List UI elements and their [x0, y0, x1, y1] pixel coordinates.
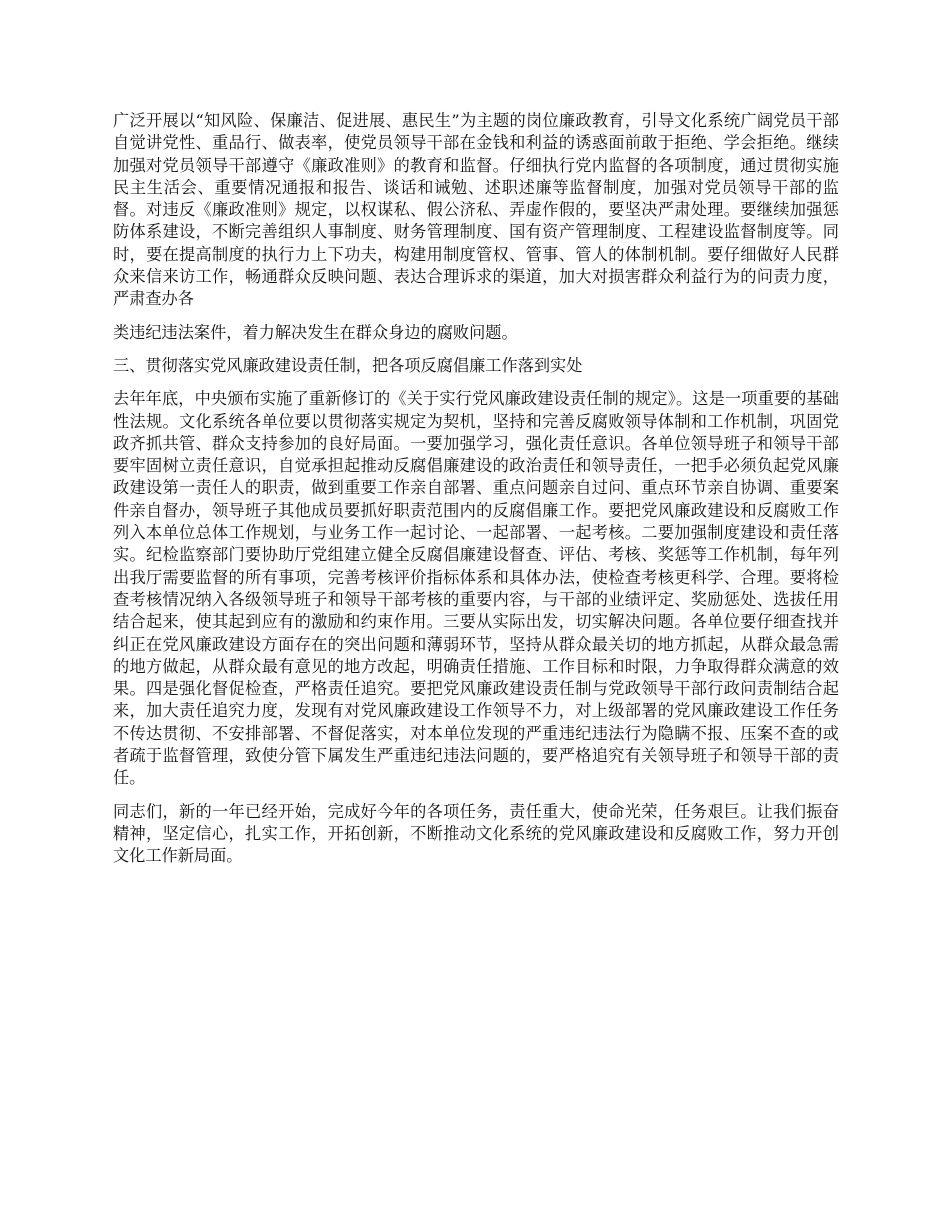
- section-heading: 三、贯彻落实党风廉政建设责任制，把各项反腐倡廉工作落到实处: [113, 355, 583, 375]
- paragraph-education: 广泛开展以“知风险、保廉洁、促进展、惠民生”为主题的岗位廉政教育，引导文化系统广阔党员干部自觉讲党性、重品行、做表率，使党员领导干部在金钱和利益的诱惑面前敢于拒绝、学会拒绝。继续加强对党员领导干部遵守《廉政准则》的教育和监督。仔细执行党内监督的各项制度，通过贯彻实施民主生活会、重要情况通报和报告、谈话和诫勉、述职述廉等监督制度，加强对党员领导干部的监督。对违反《廉政准则》规定，以权谋私、假公济私、弄虚作假的，要坚决严肃处理。要继续加强惩防体系建设，不断完善组织人事制度、财务管理制度、国有资产管理制度、工程建设监督制度等。同时，要在提高制度的执行力上下功夫，构建用制度管权、管事、管人的体制机制。要仔细做好人民群众来信来访工作，畅通群众反映问题、表达合理诉求的渠道，加大对损害群众利益行为的问责力度，严肃查办各: [113, 111, 839, 309]
- paragraph-responsibility: 去年年底，中央颁布实施了重新修订的《关于实行党风廉政建设责任制的规定》。这是一项重要的基础性法规。文化系统各单位要以贯彻落实规定为契机，坚持和完善反腐败领导体制和工作机制，巩固党政齐抓共管、群众支持参加的良好局面。一要加强学习，强化责任意识。各单位领导班子和领导干部要牢固树立责任意识，自觉承担起推动反腐倡廉建设的政治责任和领导责任，一把手必须负起党风廉政建设第一责任人的职责，做到重要工作亲自部署、重点问题亲自过问、重点环节亲自协调、重要案件亲自督办，领导班子其他成员要抓好职责范围内的反腐倡廉工作。要把党风廉政建设和反腐败工作列入本单位总体工作规划，与业务工作一起讨论、一起部署、一起考核。二要加强制度建设和责任落实。纪检监察部门要协助厅党组建立健全反腐倡廉建设督查、评估、考核、奖惩等工作机制，每年列出我厅需要监督的所有事项，完善考核评价指标体系和具体办法，使检查考核更科学、合理。要将检查考核情况纳入各级领导班子和领导干部考核的重要内容，与干部的业绩评定、奖励惩处、选拔任用结合起来，使其起到应有的激励和约束作用。三要从实际出发，切实解决问题。各单位要仔细查找并纠正在党风廉政建设方面存在的突出问题和薄弱环节，坚持从群众最关切的地方抓起，从群众最急需的地方做起，从群众最有意见的地方改起，明确责任措施、工作目标和时限，力争取得群众满意的效果。四是强化督促检查，严格责任追究。要把党风廉政建设责任制与党政领导干部行政问责制结合起来，加大责任追究力度，发现有对党风廉政建设工作领导不力，对上级部署的党风廉政建设工作任务不传达贯彻、不安排部署、不督促落实，对本单位发现的严重违纪违法行为隐瞒不报、压案不查的或者疏于监督管理，致使分管下属发生严重违纪违法问题的，要严格追究有关领导班子和领导干部的责任。: [113, 389, 839, 788]
- document-body: [113, 110, 839, 879]
- paragraph-closing: 同志们，新的一年已经开始，完成好今年的各项任务，责任重大，使命光荣，任务艰巨。让我们振奋精神，坚定信心，扎实工作，开拓创新，不断推动文化系统的党风廉政建设和反腐败工作，努力开创文化工作新局面。: [113, 801, 839, 866]
- paragraph-continuation: 类违纪违法案件，着力解决发生在群众身边的腐败问题。: [113, 322, 518, 342]
